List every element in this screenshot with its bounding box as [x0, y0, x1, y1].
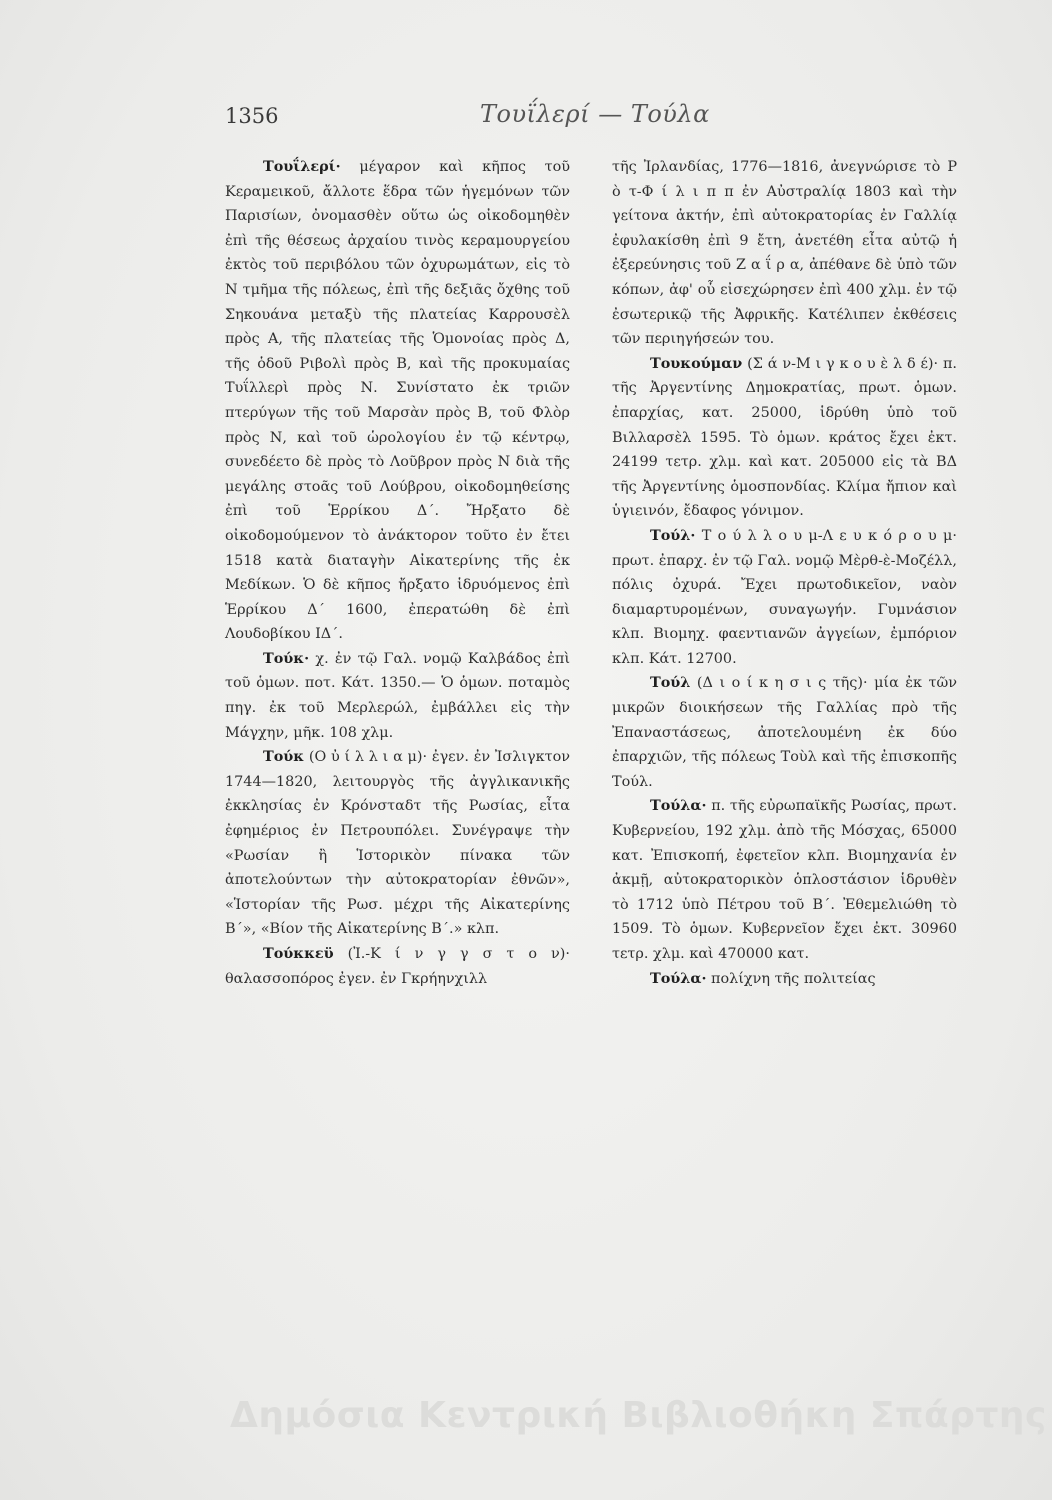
- page-number: 1356: [225, 104, 279, 128]
- dictionary-entry: [612, 967, 957, 992]
- entry-headword: Τουΐλερί·: [263, 158, 341, 175]
- entry-headword: Τούκ: [263, 748, 305, 766]
- entry-headword: Τούκκεϋ: [263, 945, 334, 962]
- entry-text: χ. ἐν τῷ Γαλ. νομῷ Καλβάδος ἐπὶ τοῦ ὁμων. ποτ. Κάτ. 1350.— Ὁ ὁμων. ποταμὸς πηγ. ἐκ τοῦ Μερλερώλ, ἐμβάλλει εἰς τὴν Μάγχην, μῆκ. 108 χλμ.: [225, 650, 570, 741]
- dictionary-entry: [225, 647, 570, 745]
- dictionary-entry: [225, 942, 570, 991]
- entry-text: μέγαρον καὶ κῆπος τοῦ Κεραμεικοῦ, ἄλλοτε ἕδρα τῶν ἡγεμόνων τῶν Παρισίων, ὀνομασθὲν οὕτω ὡς οἰκοδομηθὲν ἐπὶ τῆς θέσεως ἀρχαίου τινὸς κεραμουργείου ἐκτὸς τοῦ περιβόλου τῶν ὀχυρωμάτων, εἰς τὸ Ν τμῆμα τῆς πόλεως, ἐπὶ τῆς δεξιᾶς ὄχθης τοῦ Σηκουάνα μεταξὺ τῆς πλατείας Καρρουσὲλ πρὸς Α, τῆς πλατείας τῆς Ὁμονοίας πρὸς Δ, τῆς ὁδοῦ Ριβολὶ πρὸς Β, καὶ τῆς προκυμαίας Τυΐλλερὶ πρὸς Ν. Συνίστατο ἐκ τριῶν πτερύγων τῆς τοῦ Μαρσὰν πρὸς Β, τοῦ Φλὸρ πρὸς Ν, καὶ τοῦ ὡρολογίου ἐν τῷ κέντρῳ, συνεδέετο δὲ πρὸς τὸ Λοῦβρον πρὸς Ν διὰ τῆς μεγάλης στοᾶς τοῦ Λούβρου, οἰκοδομηθείσης ἐπὶ τοῦ Ἑρρίκου Δ΄. Ἤρξατο δὲ οἰκοδομούμενον τὸ ἀνάκτορον τοῦτο ἐν ἔτει 1518 κατὰ διαταγὴν Αἰκατερίνης τῆς ἐκ Μεδίκων. Ὁ δὲ κῆπος ἤρξατο ἱδρυόμενος ἐπὶ Ἑρρίκου Δ΄ 1600, ἐπερατώθη δὲ ἐπὶ Λουδοβίκου ΙΔ΄.: [225, 159, 571, 643]
- entry-text: (Ἰ.-Κ ί ν γ γ σ τ ο ν)· θαλασσοπόρος ἐγεν. ἐν Γκρήηνχιλλ: [225, 946, 570, 987]
- entry-text: Τ ο ύ λ λ ο υ μ-Λ ε υ κ ό ρ ο υ μ· πρωτ. ἐπαρχ. ἐν τῷ Γαλ. νομῷ Μὲρθ-ὲ-Μοζέλλ, πόλις ὀχυρά. Ἔχει πρωτοδικεῖον, ναὸν διαμαρτυρομένων, συναγωγήν. Γυμνάσιον κλπ. Βιομηχ. φαεντιανῶν ἀγγείων, ἐμπόριον κλπ. Κάτ. 12700.: [612, 527, 957, 667]
- entry-headword: Τούλ·: [650, 526, 696, 544]
- dictionary-entry: [612, 794, 957, 966]
- entry-text: (Σ ά ν-Μ ι γ κ ο υ ὲ λ δ έ)· π. τῆς Ἀργεντίνης Δημοκρατίας, πρωτ. ὁμων. ἐπαρχίας, κατ. 25000, ἱδρύθη ὑπὸ τοῦ Βιλλαρσὲλ 1595. Τὸ ὁμων. κράτος ἔχει ἐκτ. 24199 τετρ. χλμ. καὶ κατ. 205000 εἰς τὰ ΒΔ τῆς Ἀργεντίνης ὁμοσπονδίας. Κλίμα ἤπιον καὶ ὑγιεινόν, ἔδαφος γόνιμον.: [612, 355, 958, 520]
- entry-text: πολίχνη τῆς πολιτείας: [711, 970, 876, 987]
- library-watermark: Δημόσια Κεντρική Βιβλιοθήκη Σπάρτης: [230, 1395, 1047, 1436]
- entry-text: π. τῆς εὐρωπαϊκῆς Ρωσίας, πρωτ. Κυβερνείου, 192 χλμ. ἀπὸ τῆς Μόσχας, 65000 κατ. Ἐπισκοπή, ἐφετεῖον κλπ. Βιομηχανία ἐν ἀκμῇ, αὐτοκρατορικὸν ὁπλοστάσιον ἱδρυθὲν τὸ 1712 ὑπὸ Πέτρου τοῦ Β΄. Ἐθεμελιώθη τὸ 1509. Τὸ ὁμων. Κυβερνεῖον ἔχει ἐκτ. 30960 τετρ. χλμ. καὶ 470000 κατ.: [612, 798, 957, 962]
- dictionary-entry: [612, 671, 957, 794]
- dictionary-entry: [612, 352, 957, 524]
- entry-text: (Δ ι ο ί κ η σ ι ς τῆς)· μία ἐκ τῶν μικρῶν διοικήσεων τῆς Γαλλίας πρὸ τῆς Ἐπαναστάσεως, ἀποτελουμένη ἐκ δύο ἐπαρχιῶν, τῆς πόλεως Τοὺλ καὶ τῆς ἐπισκοπῆς Τούλ.: [612, 675, 957, 790]
- entry-headword: Τούλ: [650, 674, 691, 692]
- entry-text: (Ο ὐ ί λ λ ι α μ)· ἐγεν. ἐν Ἰσλιγκτον 1744—1820, λειτουργὸς τῆς ἀγγλικανικῆς ἐκκλησίας ἐν Κρόνσταδτ τῆς Ρωσίας, εἶτα ἐφημέριος ἐν Πετρουπόλει. Συνέγραψε τὴν «Ρωσίαν ἢ Ἱστορικὸν πίνακα τῶν ἀποτελούντων τὴν αὐτοκρατορίαν ἐθνῶν», «Ἱστορίαν τῆς Ρωσ. μέχρι τῆς Αἰκατερίνης Β΄», «Βίον τῆς Αἰκατερίνης Β΄.» κλπ.: [225, 749, 570, 938]
- right-column: [612, 155, 957, 991]
- running-head: Τουΐλερί — Τούλα: [480, 100, 710, 128]
- entry-headword: Τούκ·: [263, 649, 310, 667]
- entry-headword: Τουκούμαν: [650, 354, 743, 372]
- dictionary-entry: [612, 524, 957, 672]
- entry-text: τῆς Ἰρλανδίας, 1776—1816, ἀνεγνώρισε τὸ Ρ ὸ τ-Φ ί λ ι π π ἐν Αὐστραλίᾳ 1803 καὶ τὴν γείτονα ἀκτήν, ἐπὶ αὐτοκρατορίας ἐν Γαλλίᾳ ἐφυλακίσθη ἐπὶ 9 ἔτη, ἀνετέθη εἶτα αὐτῷ ἡ ἐξερεύνησις τοῦ Ζ α ΐ ρ α, ἀπέθανε δὲ ὑπὸ τῶν κόπων, ἀφ' οὗ εἰσεχώρησεν ἐπὶ 400 χλμ. ἐν τῷ ἐσωτερικῷ τῆς Ἀφρικῆς. Κατέλιπεν ἐκθέσεις τῶν περιηγήσεών του.: [612, 159, 957, 348]
- entry-headword: Τούλα·: [650, 969, 707, 987]
- left-column: [225, 155, 570, 991]
- entry-headword: Τούλα·: [650, 797, 707, 815]
- dictionary-entry-continuation: [612, 155, 957, 352]
- dictionary-entry: [225, 155, 570, 647]
- dictionary-entry: [225, 745, 570, 942]
